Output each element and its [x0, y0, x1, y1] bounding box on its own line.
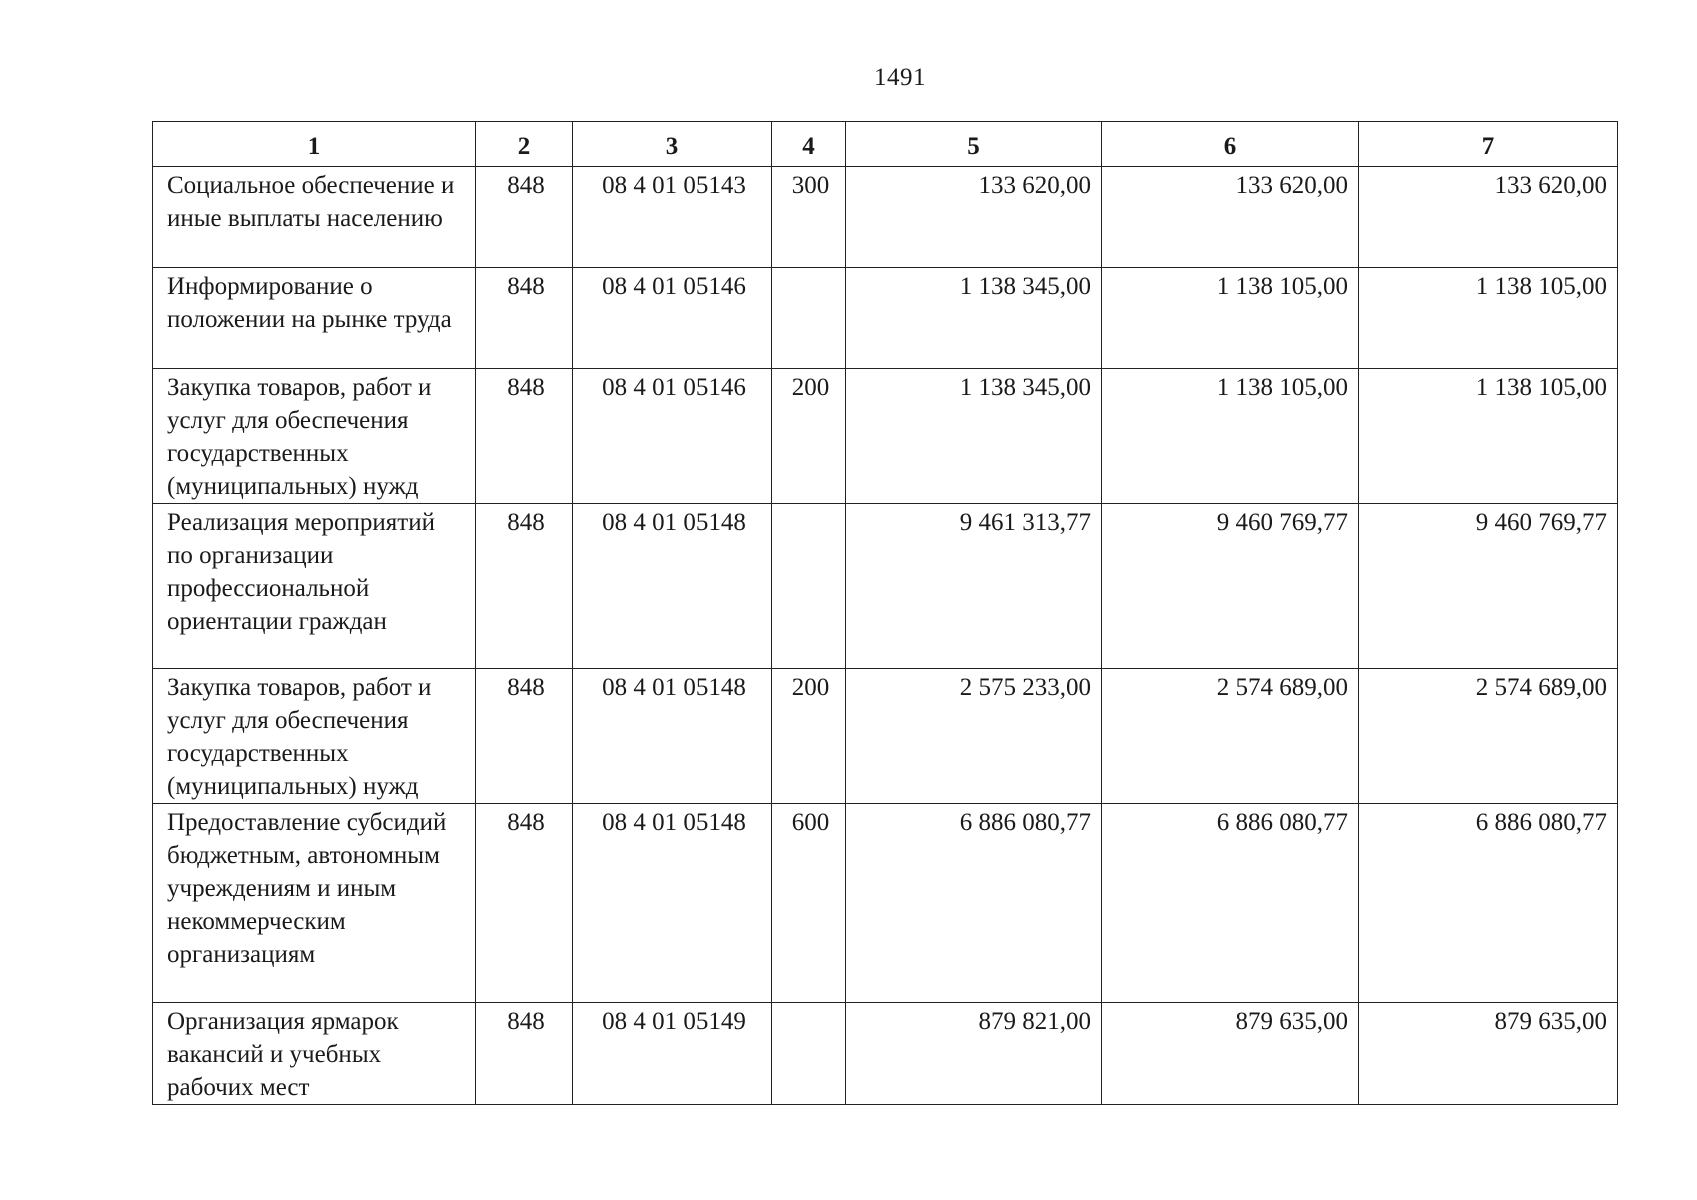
row-name: Закупка товаров, работ и услуг для обеспечения государственных (муниципальных) нужд	[153, 669, 476, 804]
row-sum-col6: 2 574 689,00	[1102, 669, 1359, 804]
row-ved-code: 848	[476, 1003, 573, 1105]
table-row	[153, 1003, 1618, 1105]
row-expense-type	[772, 1003, 846, 1105]
row-target-article: 08 4 01 05146	[573, 369, 772, 504]
header-cell-5: 5	[846, 122, 1102, 167]
header-cell-2: 2	[476, 122, 573, 167]
row-expense-type: 600	[772, 804, 846, 1003]
header-row	[153, 122, 1618, 167]
row-expense-type	[772, 504, 846, 669]
row-name: Закупка товаров, работ и услуг для обеспечения государственных (муниципальных) нужд	[153, 369, 476, 504]
row-sum-col7: 2 574 689,00	[1359, 669, 1618, 804]
row-sum-col6: 133 620,00	[1102, 167, 1359, 268]
row-ved-code: 848	[476, 268, 573, 369]
header-cell-3: 3	[573, 122, 772, 167]
row-sum-col6: 1 138 105,00	[1102, 268, 1359, 369]
header-cell-6: 6	[1102, 122, 1359, 167]
table-row	[153, 268, 1618, 369]
row-ved-code: 848	[476, 669, 573, 804]
row-sum-col7: 1 138 105,00	[1359, 268, 1618, 369]
budget-table	[152, 121, 1618, 1105]
row-sum-col7: 6 886 080,77	[1359, 804, 1618, 1003]
row-target-article: 08 4 01 05148	[573, 504, 772, 669]
row-sum-col5: 1 138 345,00	[846, 369, 1102, 504]
row-ved-code: 848	[476, 804, 573, 1003]
row-sum-col6: 9 460 769,77	[1102, 504, 1359, 669]
row-name: Организация ярмарок вакансий и учебных рабочих мест	[153, 1003, 476, 1105]
row-sum-col6: 879 635,00	[1102, 1003, 1359, 1105]
row-sum-col7: 9 460 769,77	[1359, 504, 1618, 669]
table-row	[153, 167, 1618, 268]
row-sum-col5: 6 886 080,77	[846, 804, 1102, 1003]
row-sum-col5: 133 620,00	[846, 167, 1102, 268]
row-ved-code: 848	[476, 167, 573, 268]
row-sum-col5: 9 461 313,77	[846, 504, 1102, 669]
row-name: Реализация мероприятий по организации профессиональной ориентации граждан	[153, 504, 476, 669]
row-expense-type	[772, 268, 846, 369]
row-target-article: 08 4 01 05143	[573, 167, 772, 268]
table-row	[153, 369, 1618, 504]
row-sum-col6: 6 886 080,77	[1102, 804, 1359, 1003]
row-sum-col6: 1 138 105,00	[1102, 369, 1359, 504]
row-name: Предоставление субсидий бюджетным, автономным учреждениям и иным некоммерческим организациям	[153, 804, 476, 1003]
row-ved-code: 848	[476, 504, 573, 669]
header-cell-7: 7	[1359, 122, 1618, 167]
row-ved-code: 848	[476, 369, 573, 504]
row-sum-col5: 879 821,00	[846, 1003, 1102, 1105]
row-name: Социальное обеспечение и иные выплаты населению	[153, 167, 476, 268]
row-target-article: 08 4 01 05146	[573, 268, 772, 369]
row-target-article: 08 4 01 05149	[573, 1003, 772, 1105]
row-sum-col7: 133 620,00	[1359, 167, 1618, 268]
table-row	[153, 504, 1618, 669]
row-sum-col7: 1 138 105,00	[1359, 369, 1618, 504]
row-target-article: 08 4 01 05148	[573, 669, 772, 804]
header-cell-4: 4	[772, 122, 846, 167]
row-expense-type: 200	[772, 369, 846, 504]
table-row	[153, 669, 1618, 804]
row-expense-type: 200	[772, 669, 846, 804]
row-name: Информирование о положении на рынке труда	[153, 268, 476, 369]
header-cell-1: 1	[153, 122, 476, 167]
table-row	[153, 804, 1618, 1003]
row-sum-col5: 1 138 345,00	[846, 268, 1102, 369]
row-expense-type: 300	[772, 167, 846, 268]
page-number: 1491	[874, 64, 926, 91]
row-sum-col5: 2 575 233,00	[846, 669, 1102, 804]
row-target-article: 08 4 01 05148	[573, 804, 772, 1003]
row-sum-col7: 879 635,00	[1359, 1003, 1618, 1105]
